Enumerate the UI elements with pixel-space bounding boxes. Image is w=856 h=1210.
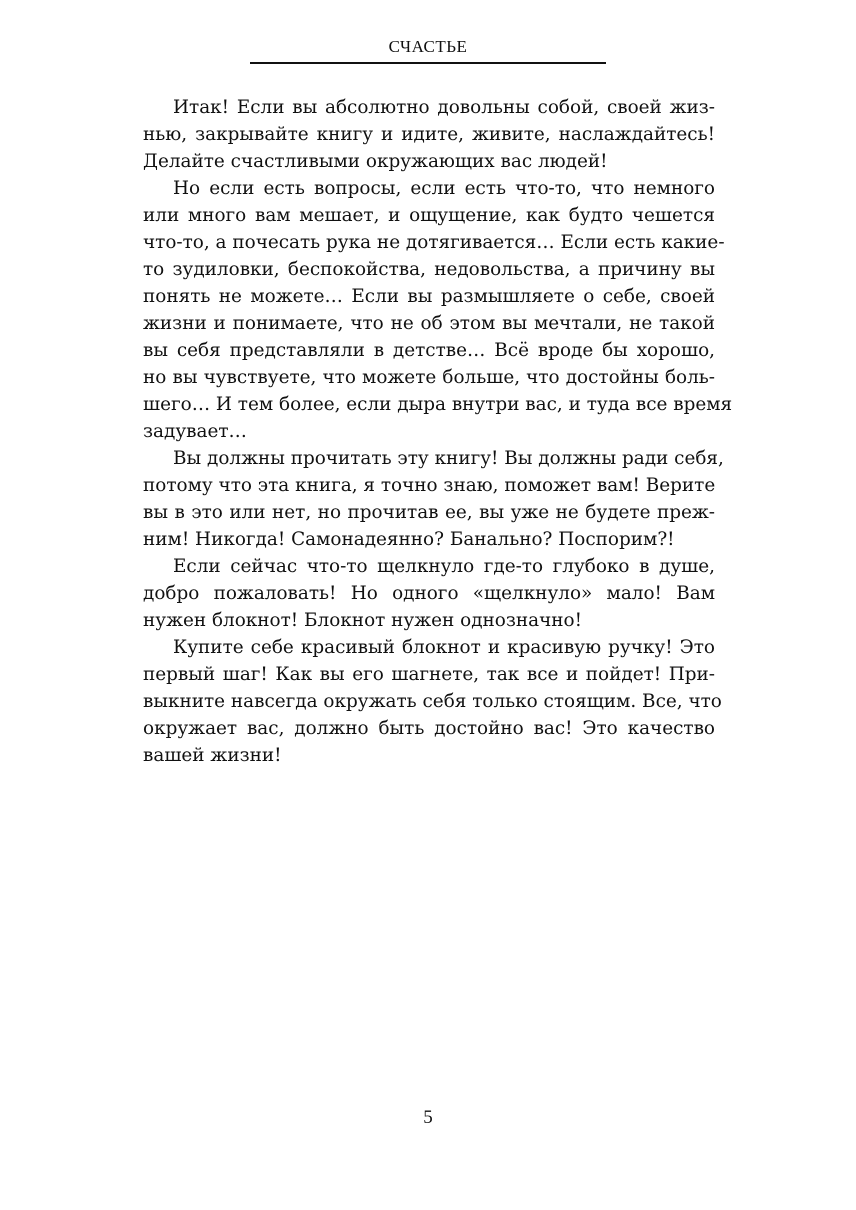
text-line: шего… И тем более, если дыра внутри вас, и туда все время [143, 394, 733, 415]
text-line: что-то, а почесать рука не дотягивается… Если есть какие- [143, 232, 725, 253]
text-line: Итак! Если вы абсолютно довольны собой, своей жиз- [173, 97, 715, 118]
text-line: окружает вас, должно быть достойно вас! Это качество [143, 718, 715, 739]
text-line: Купите себе красивый блокнот и красивую ручку! Это [173, 637, 715, 658]
body-text [143, 94, 733, 769]
text-line: добро пожаловать! Но одного «щелкнуло» мало! Вам [143, 583, 715, 604]
text-line: вы в это или нет, но прочитав ее, вы уже не будете преж- [143, 502, 715, 523]
page-number: 5 [423, 1107, 433, 1128]
text-line: Делайте счастливыми окружающих вас людей! [143, 151, 608, 172]
paragraph [143, 553, 715, 634]
paragraph [143, 634, 722, 769]
text-line: Если сейчас что-то щелкнуло где-то глубоко в душе, [173, 556, 715, 577]
text-line: жизни и понимаете, что не об этом вы мечтали, не такой [143, 313, 715, 334]
text-line: вашей жизни! [143, 745, 282, 766]
text-line: задувает… [143, 421, 247, 442]
text-line: нью, закрывайте книгу и идите, живите, наслаждайтесь! [143, 124, 715, 145]
text-line: выкните навсегда окружать себя только стоящим. Все, что [143, 691, 722, 712]
text-line: ним! Никогда! Самонадеянно? Банально? Поспорим?! [143, 529, 675, 550]
paragraph [143, 445, 724, 553]
text-line: или много вам мешает, и ощущение, как будто чешется [143, 205, 715, 226]
header-rule [250, 62, 606, 64]
text-line: нужен блокнот! Блокнот нужен однозначно! [143, 610, 582, 631]
paragraph [143, 175, 733, 445]
text-line: но вы чувствуете, что можете больше, что достойны боль- [143, 367, 715, 388]
text-line: первый шаг! Как вы его шагнете, так все и пойдет! При- [143, 664, 715, 685]
text-line: потому что эта книга, я точно знаю, поможет вам! Верите [143, 475, 716, 496]
text-line: Но если есть вопросы, если есть что-то, что немного [173, 178, 715, 199]
text-line: вы себя представляли в детстве… Всё вроде бы хорошо, [143, 340, 715, 361]
text-line: то зудиловки, беспокойства, недовольства, а причину вы [143, 259, 715, 280]
text-line: понять не можете… Если вы размышляете о себе, своей [143, 286, 715, 307]
running-head-title: СЧАСТЬЕ [388, 37, 468, 56]
text-line: Вы должны прочитать эту книгу! Вы должны ради себя, [173, 448, 724, 469]
paragraph [143, 94, 715, 175]
